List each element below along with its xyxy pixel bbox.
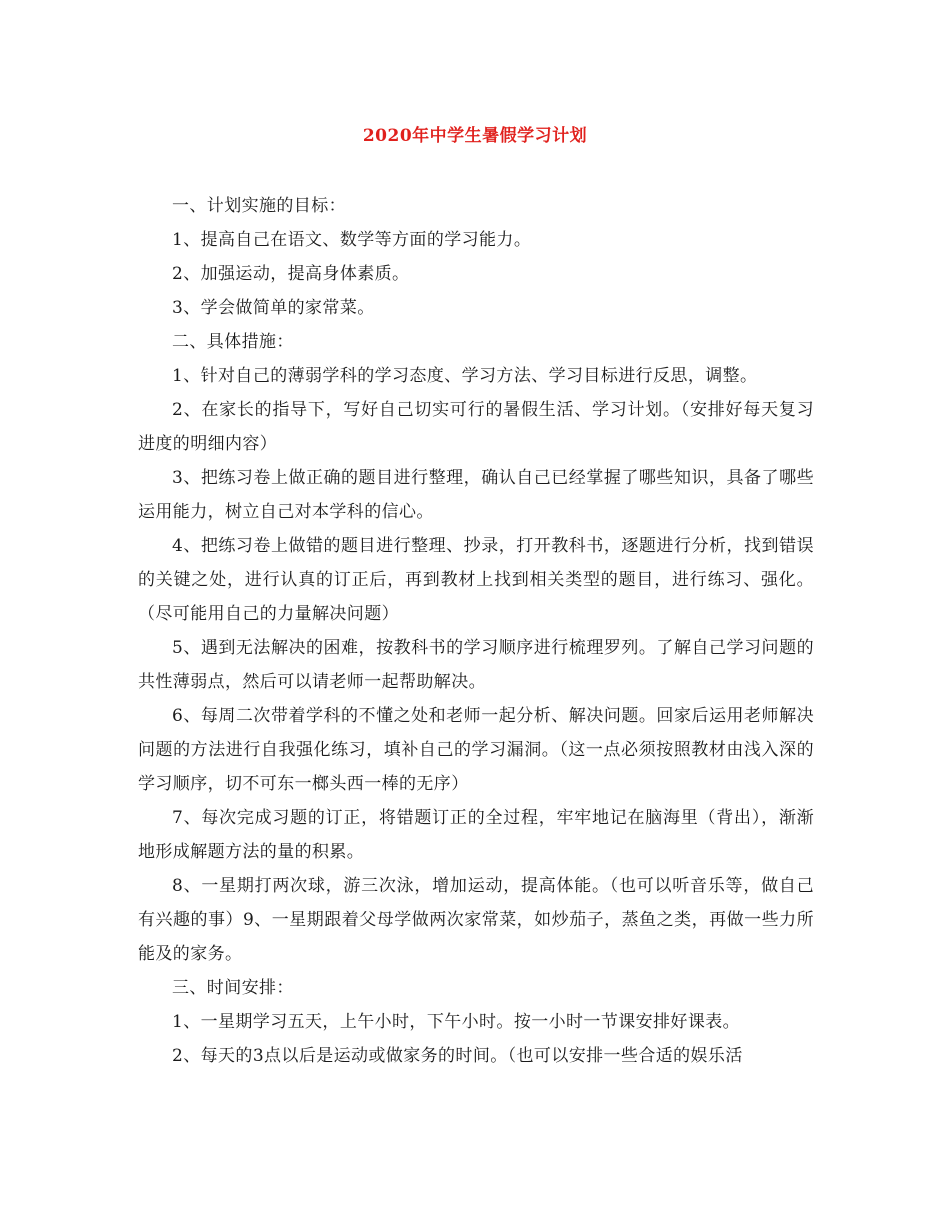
document-body	[138, 189, 814, 1073]
paragraph: 3、把练习卷上做正确的题目进行整理，确认自己已经掌握了哪些知识，具备了哪些运用能力，树立自己对本学科的信心。	[138, 468, 814, 522]
section-heading-measures: 二、具体措施：	[172, 332, 294, 352]
paragraph: 5、遇到无法解决的困难，按教科书的学习顺序进行梳理罗列。了解自己学习问题的共性薄弱点，然后可以请老师一起帮助解决。	[138, 638, 814, 692]
section-heading-goals: 一、计划实施的目标：	[172, 196, 346, 216]
paragraph: 2、每天的3点以后是运动或做家务的时间。（也可以安排一些合适的娱乐活	[172, 1046, 743, 1066]
section-heading-schedule: 三、时间安排：	[172, 978, 294, 998]
paragraph: 2、在家长的指导下，写好自己切实可行的暑假生活、学习计划。（安排好每天复习进度的明细内容）	[138, 400, 814, 454]
paragraph: 1、提高自己在语文、数学等方面的学习能力。	[172, 230, 532, 250]
document-title: 2020年中学生暑假学习计划	[362, 126, 588, 146]
paragraph: 2、加强运动，提高身体素质。	[172, 264, 410, 284]
paragraph: 4、把练习卷上做错的题目进行整理、抄录，打开教科书，逐题进行分析，找到错误的关键之处，进行认真的订正后，再到教材上找到相关类型的题目，进行练习、强化。（尽可能用自己的力量解决问题）	[138, 536, 814, 624]
paragraph: 1、一星期学习五天，上午小时，下午小时。按一小时一节课安排好课表。	[172, 1012, 741, 1032]
paragraph: 1、针对自己的薄弱学科的学习态度、学习方法、学习目标进行反思，调整。	[172, 366, 758, 386]
paragraph: 7、每次完成习题的订正，将错题订正的全过程，牢牢地记在脑海里（背出），渐渐地形成解题方法的量的积累。	[138, 808, 814, 862]
paragraph: 8、一星期打两次球，游三次泳，增加运动，提高体能。（也可以听音乐等，做自己有兴趣的事）9、一星期跟着父母学做两次家常菜，如炒茄子，蒸鱼之类，再做一些力所能及的家务。	[138, 876, 814, 964]
paragraph: 6、每周二次带着学科的不懂之处和老师一起分析、解决问题。回家后运用老师解决问题的方法进行自我强化练习，填补自己的学习漏洞。（这一点必须按照教材由浅入深的学习顺序，切不可东一榔头西一棒的无序）	[138, 706, 814, 794]
paragraph: 3、学会做简单的家常菜。	[172, 298, 375, 318]
